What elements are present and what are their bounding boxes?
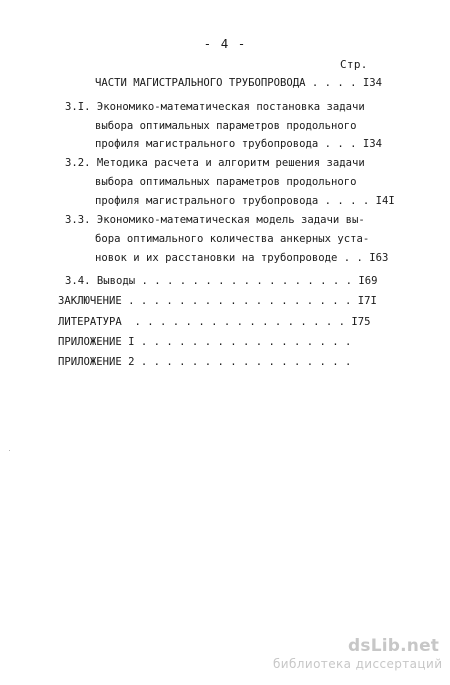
toc-line: ЧАСТИ МАГИСТРАЛЬНОГО ТРУБОПРОВОДА . . . . I34 [95, 77, 383, 89]
toc-line: 3.4. Выводы . . . . . . . . . . . . . . . . . I69 [65, 275, 378, 287]
toc-line: выбора оптимальных параметров продольного [95, 176, 357, 188]
watermark-title: dsLib.net [348, 636, 440, 656]
toc-line: новок и их расстановки на трубопроводе . . I63 [95, 252, 389, 264]
scan-speck [9, 450, 10, 451]
toc-line: бора оптимального количества анкерных уста- [95, 233, 370, 245]
toc-line: 3.3. Экономико-математическая модель задачи вы- [65, 214, 365, 226]
toc-line: ПРИЛОЖЕНИЕ I . . . . . . . . . . . . . . . . . [58, 336, 352, 348]
toc-line: профиля магистрального трубопровода . . . . I4I [95, 195, 395, 207]
watermark-subtitle: библиотека диссертаций [273, 657, 443, 671]
toc-line: 3.2. Методика расчета и алгоритм решения задачи [65, 157, 365, 169]
toc-line: профиля магистрального трубопровода . . . I34 [95, 138, 383, 150]
toc-line: ЛИТЕРАТУРА . . . . . . . . . . . . . . . . . I75 [58, 316, 371, 328]
page-number: - 4 - [203, 36, 247, 51]
toc-line: ЗАКЛЮЧЕНИЕ . . . . . . . . . . . . . . . . . . I7I [58, 295, 377, 307]
toc-line: выбора оптимальных параметров продольного [95, 120, 357, 132]
toc-line: ПРИЛОЖЕНИЕ 2 . . . . . . . . . . . . . . . . . [58, 356, 352, 368]
pages-column-header: Стр. [340, 58, 368, 71]
toc-line: 3.I. Экономико-математическая постановка задачи [65, 101, 365, 113]
